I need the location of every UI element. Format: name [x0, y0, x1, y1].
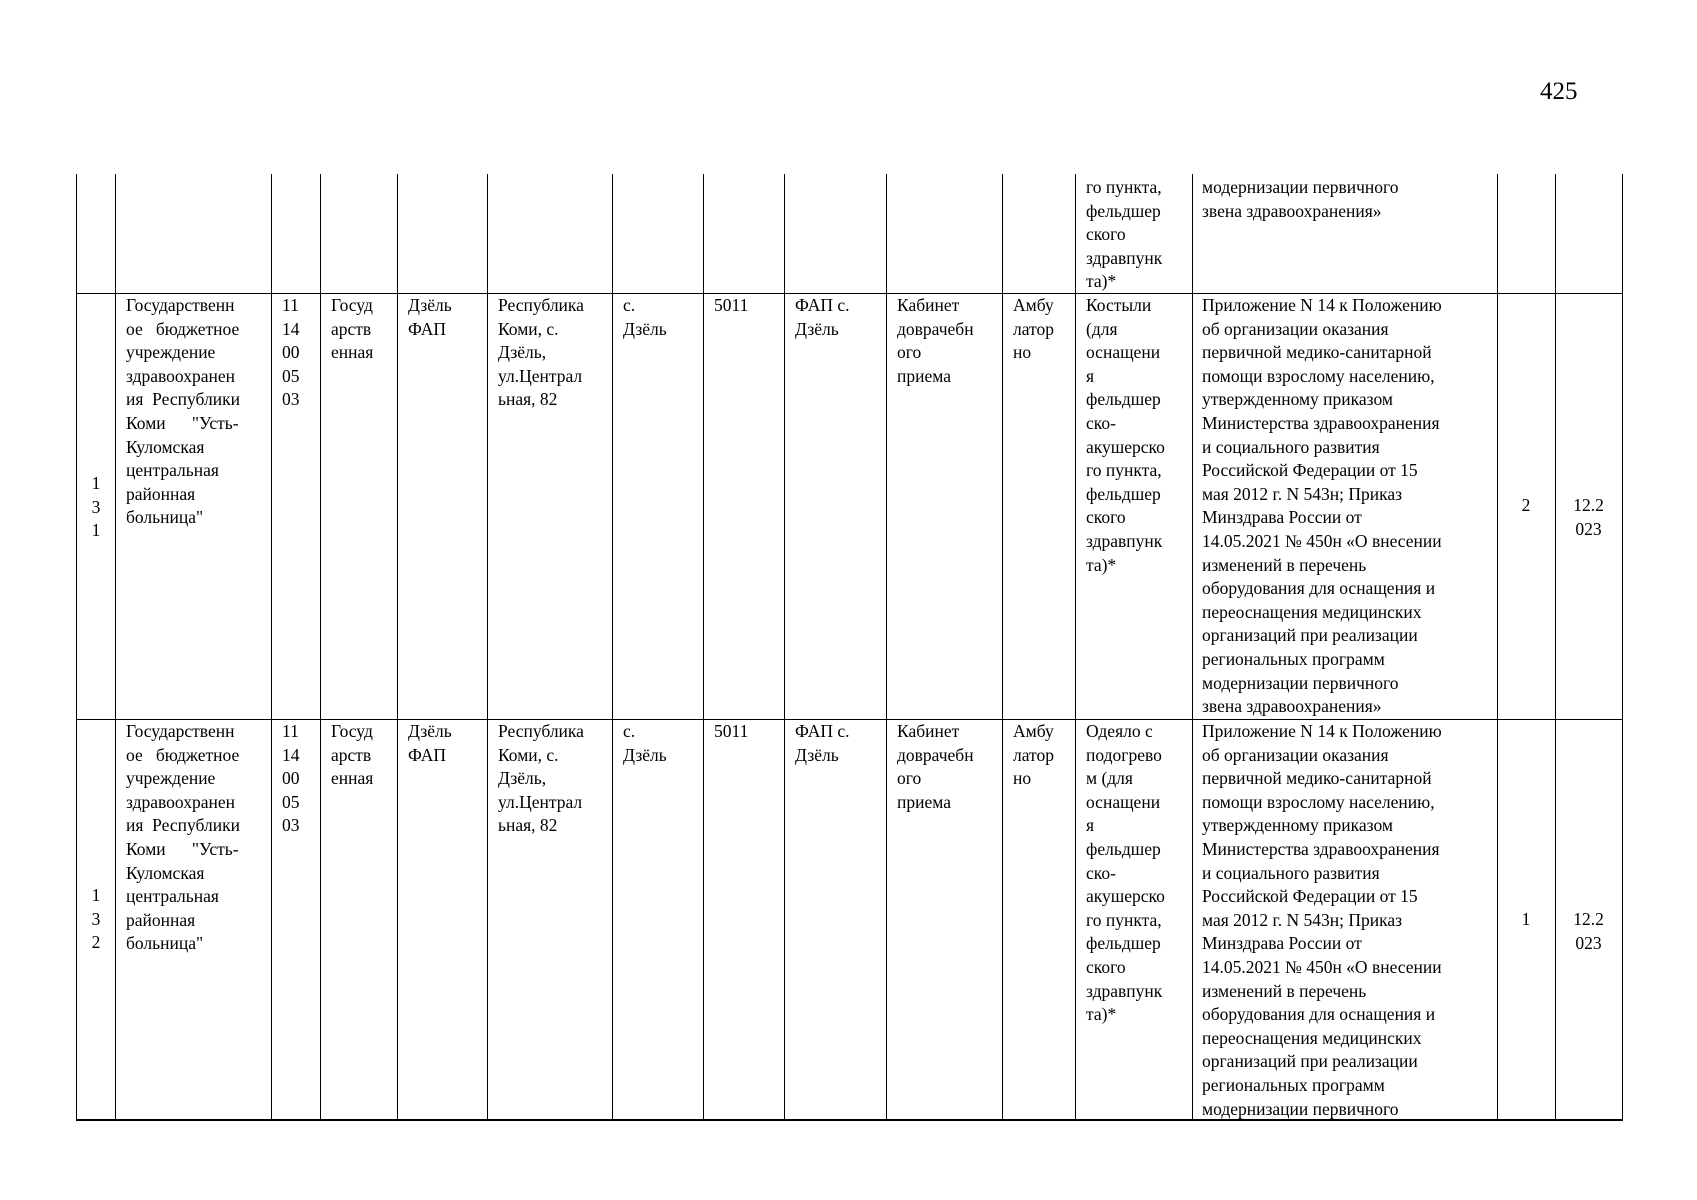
ownership-cell: Госуд арств енная — [331, 295, 374, 363]
basis-cell: Приложение N 14 к Положению об организации оказания первичной медико-санитарной помощи взрослому населению, утвержденному приказом Министерства здравоохранения и социального развития Российской Федерации от 15 мая 2012 г. N 543н; Приказ Минздрава России от 14.05.2021 № 450н «О внесении изменений в перечень оборудования для оснащения и переоснащения медицинских организаций при реализации региональных программ модернизации первичного звена здравоохранения» — [1202, 295, 1442, 717]
room-cell: Кабинет доврачебн ого приема — [897, 295, 974, 386]
quantity-cell: 1 — [1521, 909, 1531, 929]
index-cell: 5011 — [714, 721, 749, 741]
equipment-cell: Одеяло с подогрево м (для оснащени я фельдшер ско- акушерско го пункта, фельдшер ского здравпунк та)* — [1086, 721, 1165, 1025]
equipment-cell: Костыли (для оснащени я фельдшер ско- акушерско го пункта, фельдшер ского здравпунк та)* — [1086, 295, 1165, 575]
cont-basis-cell: модернизации первичного звена здравоохранения» — [1202, 177, 1399, 221]
facility-cell: Дзёль ФАП — [408, 721, 452, 765]
care-type-cell: Амбу латор но — [1013, 295, 1054, 363]
unit-cell: ФАП с. Дзёль — [795, 721, 850, 765]
locality-cell: с. Дзёль — [623, 721, 667, 765]
date-cell: 12.2 023 — [1573, 909, 1604, 953]
organization-cell: Государственн ое бюджетное учреждение здравоохранен ия Республики Коми "Усть- Куломская центральная районная больница" — [126, 721, 240, 954]
quantity-cell: 2 — [1521, 495, 1531, 515]
facility-cell: Дзёль ФАП — [408, 295, 452, 339]
code-cell: 11 14 00 05 03 — [282, 721, 300, 836]
cont-equipment-cell: го пункта, фельдшер ского здравпунк та)* — [1086, 177, 1163, 292]
care-type-cell: Амбу латор но — [1013, 721, 1054, 789]
row-number-cell: 1 3 2 — [91, 885, 101, 953]
address-cell: Республика Коми, с. Дзёль, ул.Централ ьная, 82 — [498, 295, 584, 410]
address-cell: Республика Коми, с. Дзёль, ул.Централ ьная, 82 — [498, 721, 584, 836]
code-cell: 11 14 00 05 03 — [282, 295, 300, 410]
room-cell: Кабинет доврачебн ого приема — [897, 721, 974, 812]
index-cell: 5011 — [714, 295, 749, 315]
organization-cell: Государственн ое бюджетное учреждение здравоохранен ия Республики Коми "Усть- Куломская центральная районная больница" — [126, 295, 240, 528]
date-cell: 12.2 023 — [1573, 495, 1604, 539]
unit-cell: ФАП с. Дзёль — [795, 295, 850, 339]
row-number-cell: 1 3 1 — [91, 473, 101, 541]
locality-cell: с. Дзёль — [623, 295, 667, 339]
page-number: 425 — [1540, 78, 1578, 105]
ownership-cell: Госуд арств енная — [331, 721, 374, 789]
basis-cell: Приложение N 14 к Положению об организации оказания первичной медико-санитарной помощи взрослому населению, утвержденному приказом Министерства здравоохранения и социального развития Российской Федерации от 15 мая 2012 г. N 543н; Приказ Минздрава России от 14.05.2021 № 450н «О внесении изменений в перечень оборудования для оснащения и переоснащения медицинских организаций при реализации региональных программ модернизации первичного — [1202, 721, 1442, 1119]
